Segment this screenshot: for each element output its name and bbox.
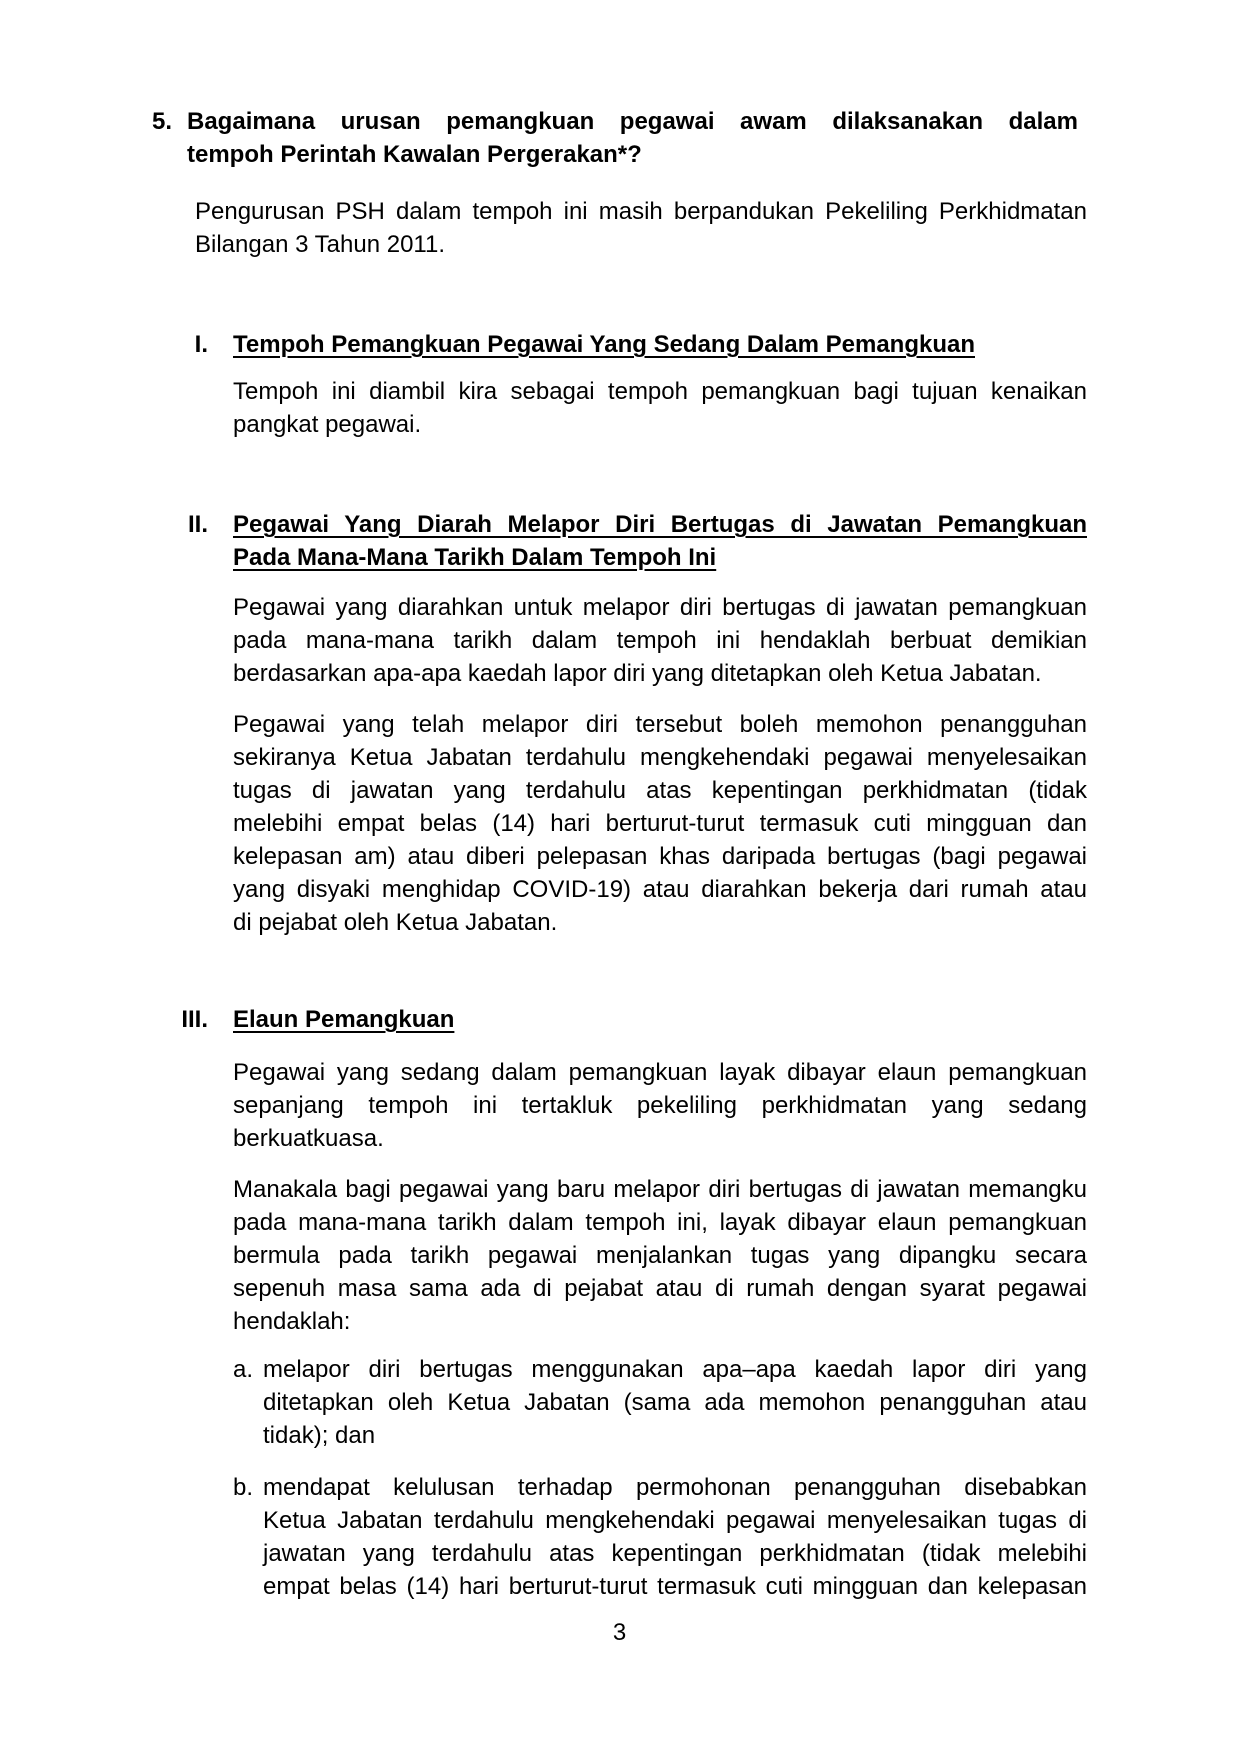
section-ii-heading-row [150, 508, 1087, 574]
question-number: 5. [152, 108, 173, 135]
list-item-b-marker: b. [233, 1474, 254, 1501]
list-item-b-text: mendapat kelulusan terhadap permohonan penangguhan disebabkan Ketua Jabatan terdahulu mengkehendaki pegawai menyelesaikan tugas di jawatan yang terdahulu atas kepentingan perkhidmatan (tidak melebihi empat belas (14) hari berturut-turut termasuk cuti mingguan dan kelepasan [263, 1474, 1087, 1600]
section-ii-paragraph-2: Pegawai yang telah melapor diri tersebut boleh memohon penangguhan sekiranya Ketua Jabatan terdahulu mengkehendaki pegawai menyelesaikan tugas di jawatan yang terdahulu atas kepentingan perkhidmatan (tidak melebihi empat belas (14) hari berturut-turut termasuk cuti mingguan dan kelepasan am) atau diberi pelepasan khas daripada bertugas (bagi pegawai yang disyaki menghidap COVID-19) atau diarahkan bekerja dari rumah atau di pejabat oleh Ketua Jabatan. [233, 711, 1087, 936]
section-iii-heading: Elaun Pemangkuan [233, 1006, 455, 1033]
question-block [152, 105, 1078, 171]
section-i-paragraph: Tempoh ini diambil kira sebagai tempoh pemangkuan bagi tujuan kenaikan pangkat pegawai. [233, 378, 1087, 438]
list-item-a-text: melapor diri bertugas menggunakan apa–apa kaedah lapor diri yang ditetapkan oleh Ketua Jabatan (sama ada memohon penangguhan atau tidak); dan [263, 1356, 1087, 1449]
list-item-a-marker: a. [233, 1356, 254, 1383]
section-iii-paragraph-1: Pegawai yang sedang dalam pemangkuan layak dibayar elaun pemangkuan sepanjang tempoh ini tertakluk pekeliling perkhidmatan yang sedang berkuatkuasa. [233, 1059, 1087, 1152]
list-item-a [233, 1353, 1087, 1452]
answer-intro-paragraph: Pengurusan PSH dalam tempoh ini masih berpandukan Pekeliling Perkhidmatan Bilangan 3 Tahun 2011. [195, 198, 1087, 258]
section-iii-heading-row [150, 1003, 1087, 1036]
section-ii-paragraph-1: Pegawai yang diarahkan untuk melapor diri bertugas di jawatan pemangkuan pada mana-mana tarikh dalam tempoh ini hendaklah berbuat demikian berdasarkan apa-apa kaedah lapor diri yang ditetapkan oleh Ketua Jabatan. [233, 594, 1087, 687]
section-iii-paragraph-2: Manakala bagi pegawai yang baru melapor diri bertugas di jawatan memangku pada mana-mana tarikh dalam tempoh ini, layak dibayar elaun pemangkuan bermula pada tarikh pegawai menjalankan tugas yang dipangku secara sepenuh masa sama ada di pejabat atau di rumah dengan syarat pegawai hendaklah: [233, 1176, 1087, 1335]
section-iii-numeral: III. [181, 1006, 208, 1033]
section-ii-numeral: II. [187, 511, 208, 538]
section-ii-heading: Pegawai Yang Diarah Melapor Diri Bertugas di Jawatan Pemangkuan Pada Mana-Mana Tarikh Dalam Tempoh Ini [233, 511, 1087, 571]
page-number: 3 [612, 1619, 627, 1646]
section-i-heading: Tempoh Pemangkuan Pegawai Yang Sedang Dalam Pemangkuan [233, 331, 975, 358]
list-item-b [233, 1471, 1087, 1603]
section-i-numeral: I. [194, 331, 208, 358]
section-i-heading-row [150, 328, 1087, 361]
question-title: Bagaimana urusan pemangkuan pegawai awam dilaksanakan dalam tempoh Perintah Kawalan Pergerakan*? [187, 108, 1078, 168]
